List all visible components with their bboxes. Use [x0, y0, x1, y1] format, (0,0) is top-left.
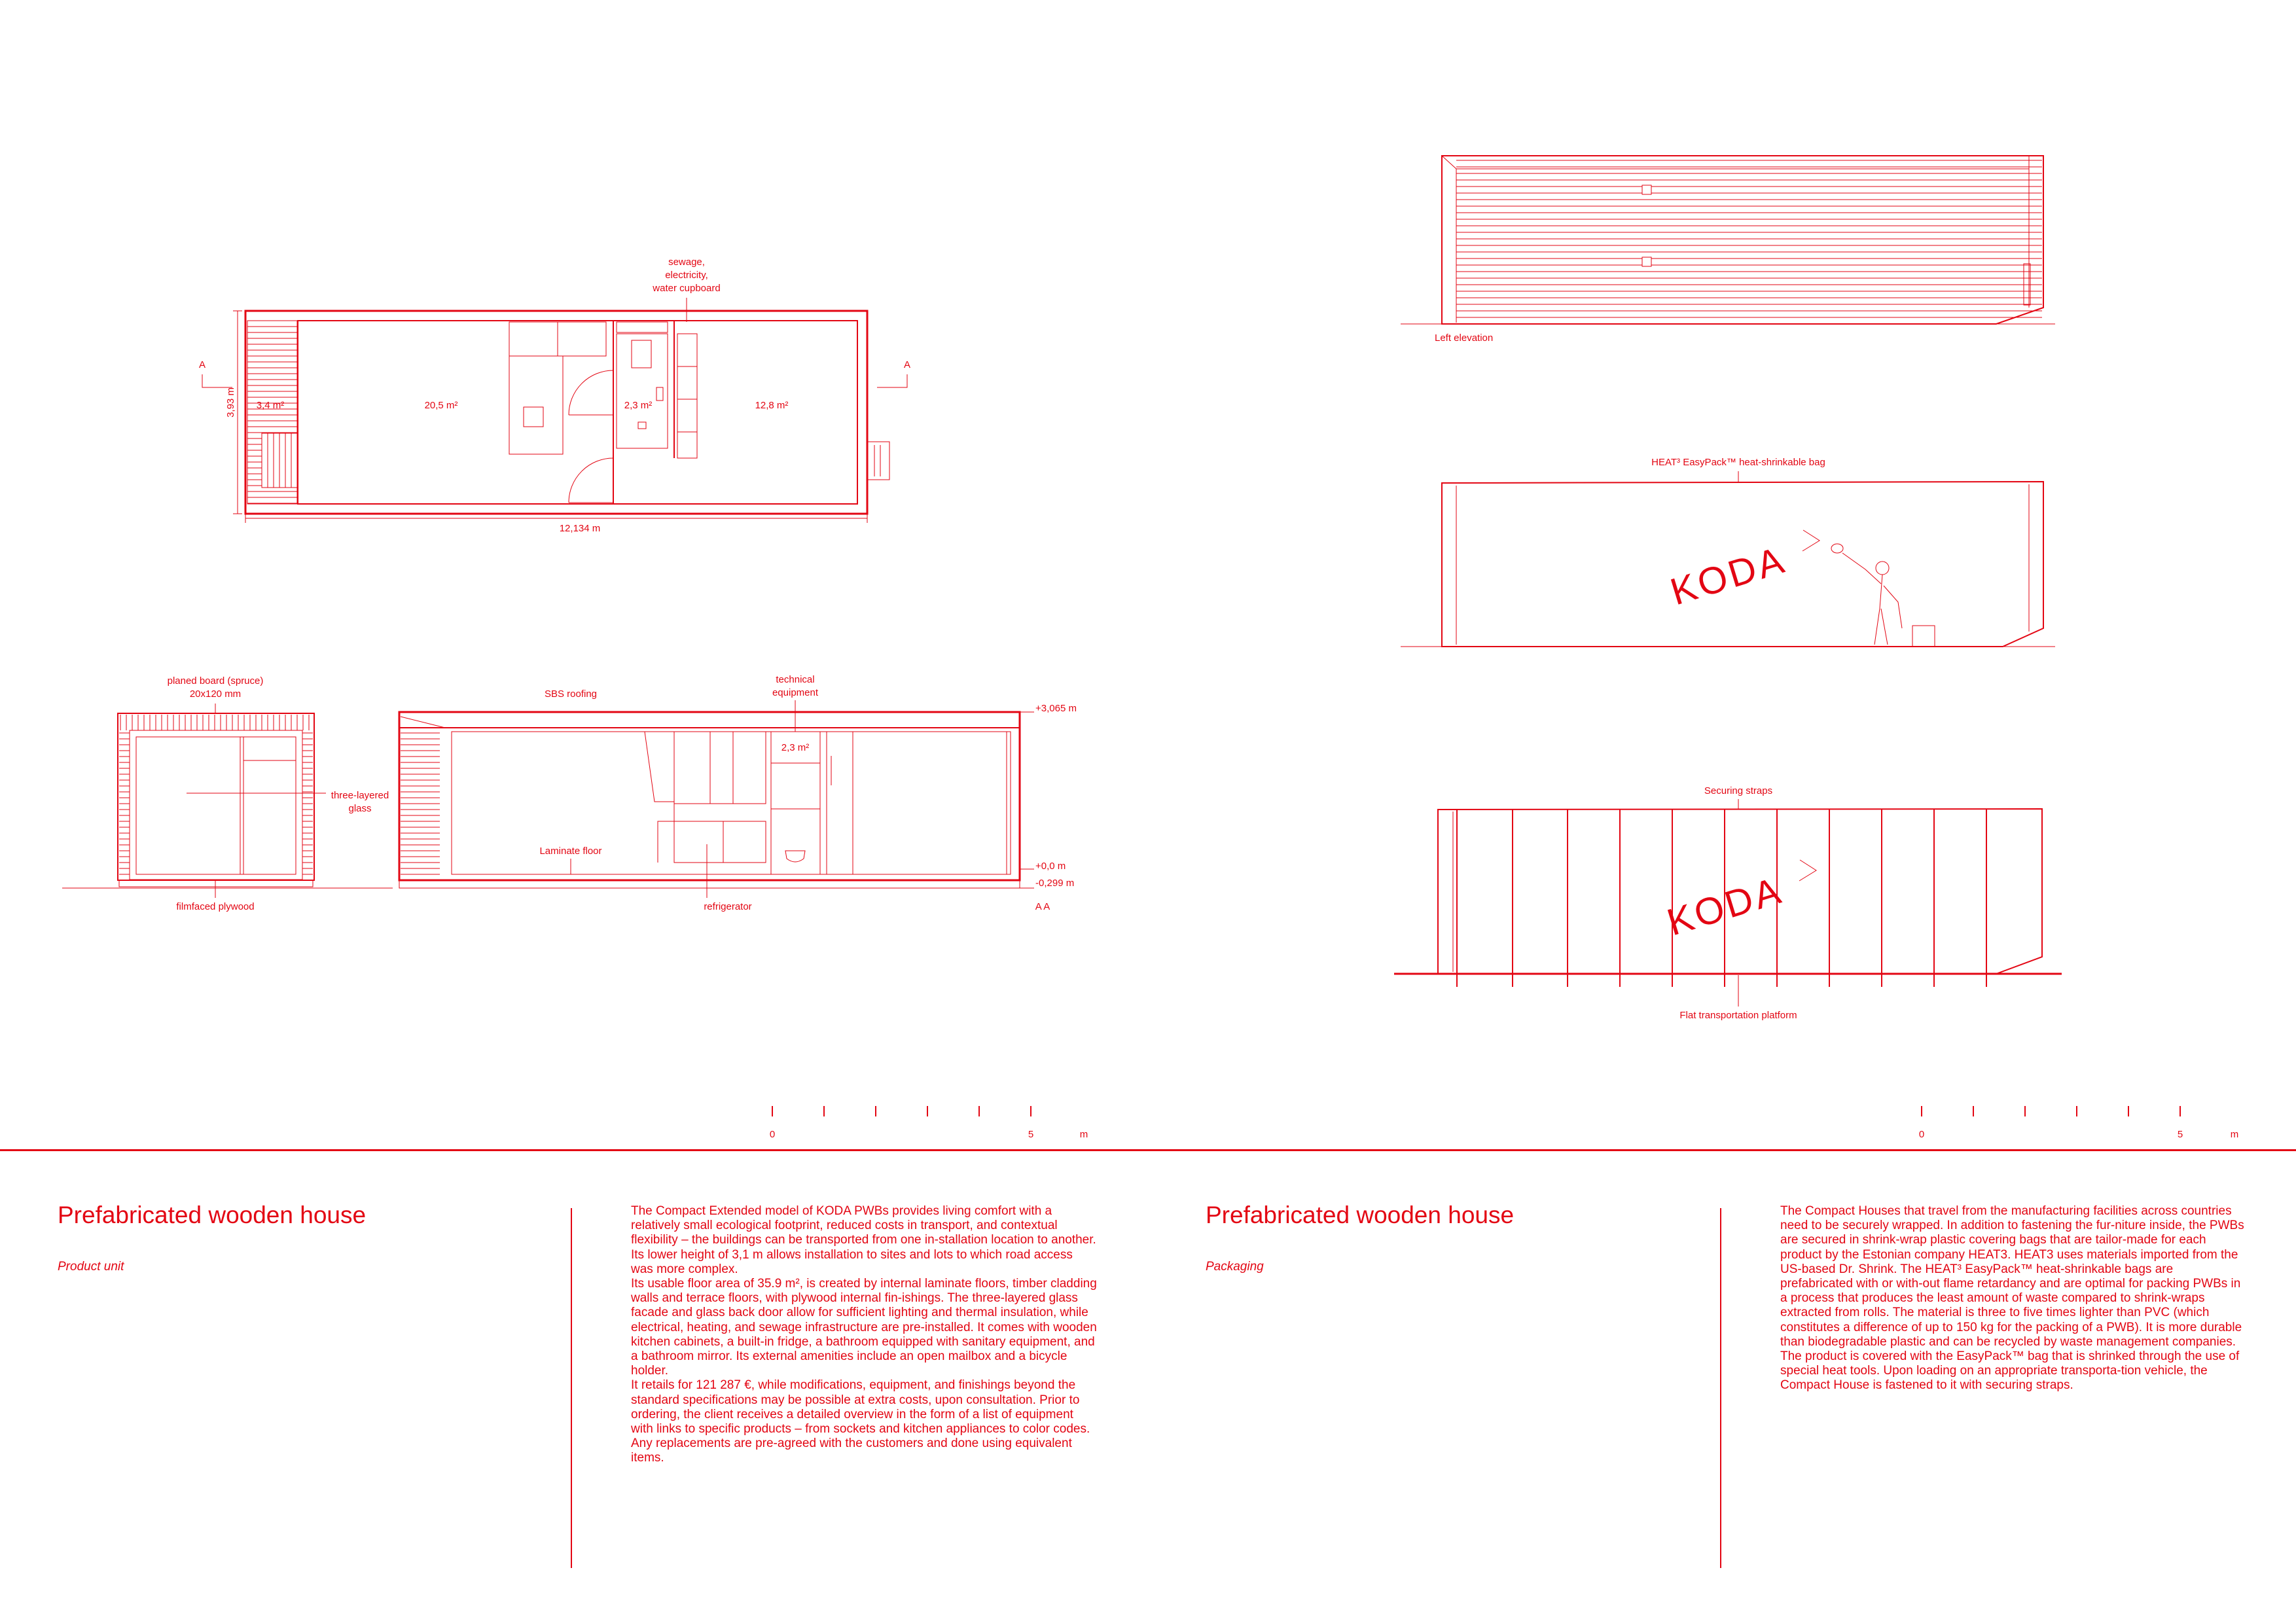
- level-zero: +0,0 m: [1035, 861, 1066, 872]
- left-panel-divider: [571, 1208, 572, 1568]
- bag-label: HEAT³ EasyPack™ heat-shrinkable bag: [1651, 457, 1825, 468]
- straps-label: Securing straps: [1704, 785, 1773, 796]
- strapped-elevation: [1394, 785, 2062, 1021]
- right-panel-subtitle: Packaging: [1206, 1260, 1264, 1274]
- technical-room-area: 2,3 m²: [781, 742, 810, 753]
- laminate-floor-label: Laminate floor: [539, 846, 602, 857]
- left-elevation: [1401, 156, 2055, 344]
- scale-start: 0: [769, 1129, 776, 1140]
- side-elevation: [62, 675, 393, 912]
- plan-width-dimension: 3,93 m: [225, 387, 236, 418]
- scale-end: 5: [2177, 1129, 2183, 1140]
- left-panel-subtitle: Product unit: [58, 1260, 124, 1274]
- sbs-roofing-label: SBS roofing: [544, 688, 598, 700]
- filmfaced-plywood-label: filmfaced plywood: [176, 901, 255, 912]
- floor-plan: [199, 257, 910, 534]
- technical-equipment-label: technical equipment: [772, 674, 819, 698]
- scale-end: 5: [1028, 1129, 1034, 1140]
- room-area-bedroom: 12,8 m²: [755, 400, 789, 411]
- scale-unit: m: [2230, 1129, 2239, 1140]
- room-area-living: 20,5 m²: [424, 400, 458, 411]
- section-aa: [399, 674, 1077, 912]
- scale-start: 0: [1918, 1129, 1925, 1140]
- left-panel-title: Prefabricated wooden house: [58, 1202, 367, 1228]
- section-aa-label: A A: [1035, 901, 1050, 912]
- scale-unit: m: [1079, 1129, 1088, 1140]
- level-bottom: -0,299 m: [1035, 878, 1075, 889]
- section-mark-left: A: [198, 359, 206, 370]
- left-panel-body: The Compact Extended model of KODA PWBs provides living comfort with a relatively small ecological footprint, reduced costs in transport, and contextual flexibility – the buildings can be transported from one in-stallation location to another. Its lower height of 3,1 m allows installation to sites and lots to which road access was more complex. Its usable floor area of 35.9 m², is created by internal laminate floors, timber cladding walls and terrace floors, with plywood internal fin-ishings. The three-layered glass facade and glass back door allow for sufficient lighting and thermal insulation, while electrical, heating, and sewage infrastructure are pre-installed. It comes with wooden kitchen cabinets, a built-in fridge, a bathroom equipped with sanitary equipment, and a bathroom mirror. Its external amenities include an open mailbox and a bicycle holder. It retails for 121 287 €, while modifications, equipment, and finishings beyond the standard specifications may be possible at extra costs, upon consultation. Prior to ordering, the client receives a detailed overview in the form of a list of equipment with links to specific products – from sockets and kitchen appliances to color codes. Any replacements are pre-agreed with the customers and done using equivalent items.: [631, 1204, 1097, 1465]
- level-top: +3,065 m: [1035, 703, 1077, 714]
- room-area-bathroom: 2,3 m²: [624, 400, 653, 411]
- scale-bar-left: [770, 1106, 1088, 1140]
- left-elevation-label: Left elevation: [1435, 332, 1494, 344]
- right-panel-title: Prefabricated wooden house: [1206, 1202, 1515, 1228]
- wrapped-elevation: [1401, 457, 2055, 647]
- page-divider-rule: [0, 1149, 2296, 1151]
- plan-length-dimension: 12,134 m: [559, 523, 601, 534]
- room-area-terrace: 3,4 m²: [256, 400, 285, 411]
- plan-outer-wall: [245, 311, 867, 514]
- three-layered-glass-label: three-layered glass: [331, 790, 389, 814]
- scale-bar-right: [1919, 1106, 2238, 1140]
- right-panel-body: The Compact Houses that travel from the manufacturing facilities across countries need to be securely wrapped. In addition to fastening the fur-niture inside, the PWBs are secured in shrink-wrap plastic covering bags that are tailor-made for each product by the Estonian company HEAT3. HEAT3 uses materials imported from the US-based Dr. Shrink. The HEAT³ EasyPack™ heat-shrinkable bags are prefabricated with or with-out flame retardancy and are optimal for packing PWBs in a process that produces the least amount of waste compared to shrink-wraps extracted from rolls. The material is three to five times lighter than PVC (which constitutes a difference of up to 150 kg for the packing of a PWB). It is more durable than biodegradable plastic and can be recycled by waste management companies. The product is covered with the EasyPack™ bag that is shrinked through the use of special heat tools. Upon loading on an appropriate transporta-tion vehicle, the Compact House is fastened to it with securing straps.: [1780, 1204, 2244, 1393]
- section-mark-right: A: [903, 359, 911, 370]
- koda-logo-strapped: KODA: [1662, 868, 1788, 944]
- right-panel-divider: [1720, 1208, 1721, 1568]
- utility-cupboard-label: sewage, electricity, water cupboard: [653, 257, 721, 294]
- planed-board-label: planed board (spruce) 20x120 mm: [167, 675, 264, 700]
- platform-label: Flat transportation platform: [1679, 1010, 1797, 1021]
- refrigerator-label: refrigerator: [704, 901, 752, 912]
- koda-logo: KODA: [1665, 538, 1791, 614]
